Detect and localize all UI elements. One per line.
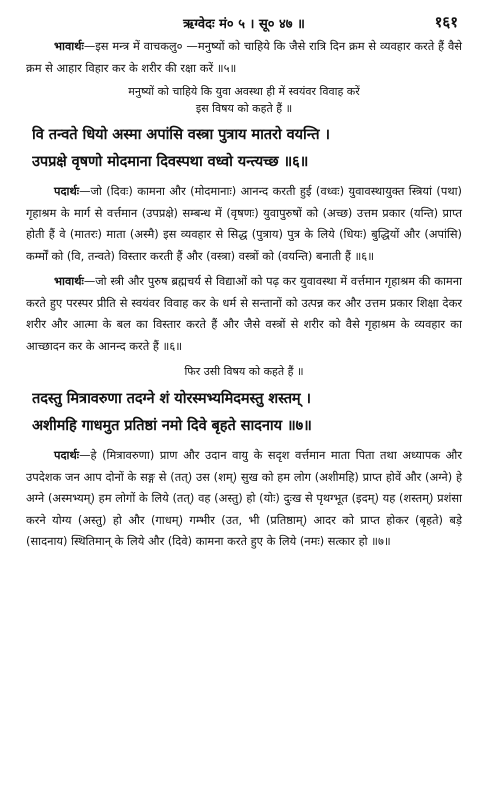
mantra-verse-6 <box>32 121 462 175</box>
padartha-label: पदार्थः <box>54 184 80 198</box>
mantra-line-2: उपप्रक्षे वृषणो मोदमाना दिवस्पथा वध्वो यन्त्यच्छ ॥६॥ <box>32 153 309 170</box>
padartha-text: —हे (मित्रावरुणा) प्राण और उदान वायु के सदृश वर्त्तमान माता पिता तथा अध्यापक और उपदेशक जन आप दोनों के सङ्ग से (तत्) उस (शम्) सुख को हम लोग (अशीमहि) प्राप्त होवें और (अग्ने) हे अग्ने (अस्मभ्यम्) हम लोगों के लिये (तत्) वह (अस्तु) हो (योः) दुःख से पृथग्भूत (इदम्) यह (शस्तम्) प्रशंसा करने योग्य (अस्तु) हो और (गाधम्) गम्भीर (उत, भी (प्रतिष्ठाम्) आदर को प्राप्त होकर (बृहते) बड़े (सादनाय) स्थितिमान् के लिये और (दिवे) कामना करते हुए के लिये (नमः) सत्कार हो ॥७॥ <box>26 448 462 548</box>
topic-intro-line-2: इस विषय को कहते हैं ॥ <box>195 102 293 115</box>
running-title: ऋग्वेदः मं० ५ । सू० ४७ ॥ <box>183 17 305 32</box>
topic-intro <box>26 83 462 117</box>
bhavartha-verse-5 <box>26 36 462 79</box>
mantra-line-2: अशीमहि गाधमुत प्रतिष्ठां नमो दिवे बृहते सादनाय ॥७॥ <box>32 417 312 434</box>
padartha-verse-6 <box>26 181 462 267</box>
topic-intro-2: फिर उसी विषय को कहते हैं ॥ <box>184 365 304 378</box>
bhavartha-label: भावार्थः <box>54 39 84 53</box>
mantra-verse-7 <box>32 385 462 439</box>
bhavartha-verse-6 <box>26 271 462 357</box>
bhavartha-label: भावार्थः <box>54 274 84 288</box>
bhavartha-text: —इस मन्त्र में वाचकलु० —मनुष्यों को चाहिये कि जैसे रात्रि दिन क्रम से व्यवहार करते हैं वैसे क्रम से आहार विहार कर के शरीर की रक्षा करें ॥५॥ <box>26 39 462 75</box>
padartha-verse-7 <box>26 445 462 553</box>
padartha-text: —जो (दिवः) कामना और (मोदमानाः) आनन्द करती हुई (वध्वः) युवावस्थायुक्त स्त्रियां (पथा) गृहाश्रम के मार्ग से वर्त्तमान (उपप्रक्षे) सम्बन्ध में (वृषणः) युवापुरुषों को (अच्छ) उत्तम प्रकार (यन्ति) प्राप्त होती हैं वे (मातरः) माता (अस्मै) इस व्यवहार से सिद्ध (पुत्राय) पुत्र के लिये (धियः) बुद्धियों और (अपांसि) कर्म्मों को (वि, तन्वते) विस्तार करती हैं और (वस्त्रा) वस्त्रों को (वयन्ति) बनाती हैं ॥६॥ <box>26 184 462 263</box>
mantra-line-1: वि तन्वते धियो अस्मा अपांसि वस्त्रा पुत्राय मातरो वयन्ति । <box>32 126 330 143</box>
page-header <box>26 10 462 36</box>
topic-intro-line-1: मनुष्यों को चाहिये कि युवा अवस्था ही में स्वयंवर विवाह करें <box>128 85 360 98</box>
page-number: १६१ <box>434 13 458 31</box>
mantra-line-1: तदस्तु मित्रावरुणा तदग्ने शं योरस्मभ्यमिदमस्तु शस्तम् । <box>32 390 311 407</box>
padartha-label: पदार्थः <box>54 448 80 462</box>
bhavartha-text: —जो स्त्री और पुरुष ब्रह्मचर्य से विद्याओं को पढ़ कर युवावस्था में वर्त्तमान गृहाश्रम की कामना करते हुए परस्पर प्रीति से स्वयंवर विवाह कर के धर्म से सन्तानों को उत्पन्न कर और उत्तम प्रकार शिक्षा देकर शरीर और आत्मा के बल का विस्तार करते हैं और जैसे वस्त्रों से शरीर को वैसे गृहाश्रम के व्यवहार का आच्छादन कर के आनन्द करते हैं ॥६॥ <box>26 274 462 353</box>
